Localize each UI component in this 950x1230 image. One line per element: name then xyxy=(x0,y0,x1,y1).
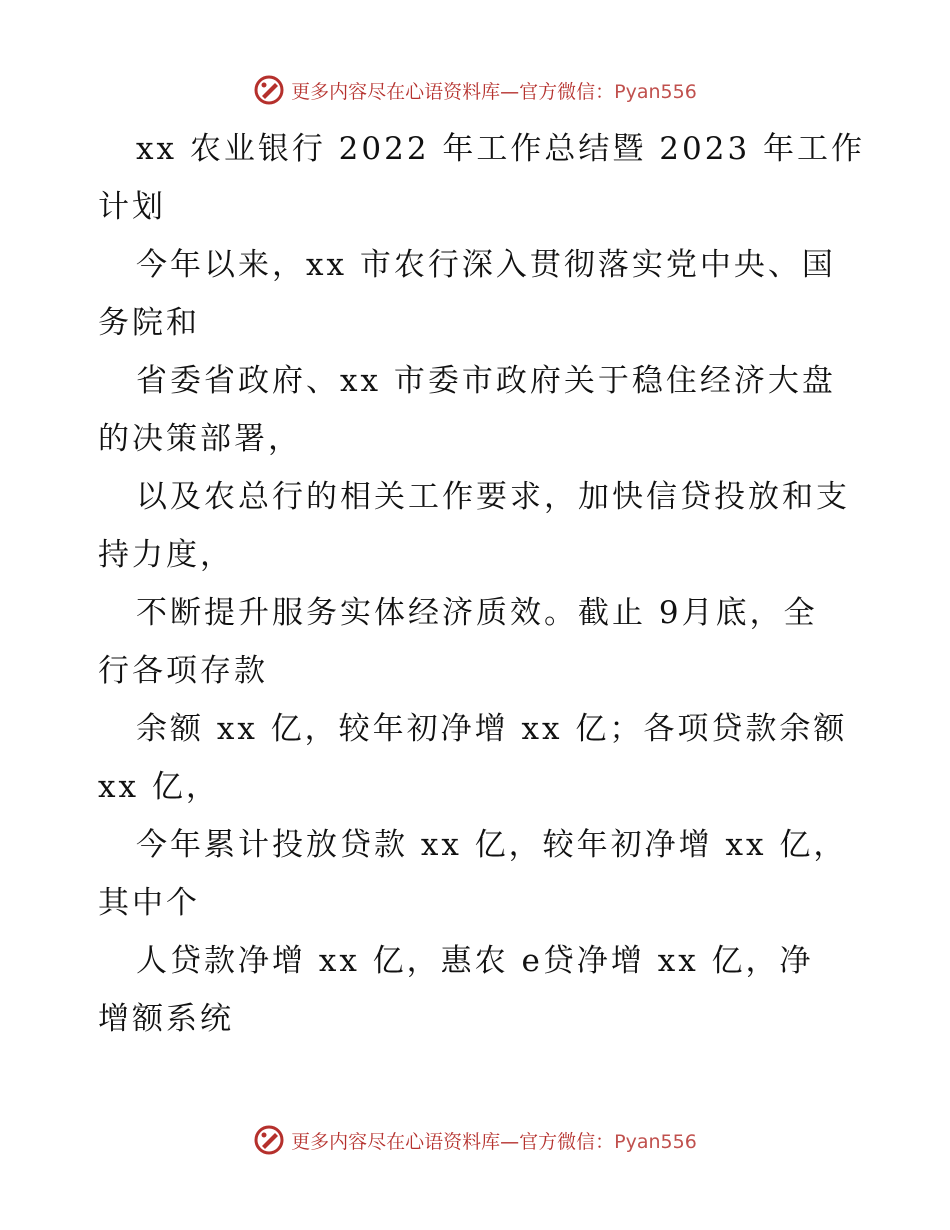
paragraph-line: 今年以来，xx 市农行深入贯彻落实党中央、国 xyxy=(136,247,836,283)
pen-logo-icon xyxy=(253,74,285,106)
paragraph-line: 今年累计投放贷款 xx 亿，较年初净增 xx 亿， xyxy=(136,827,848,863)
paragraph-line: xx 亿， xyxy=(98,769,220,805)
paragraph-line: 其中个 xyxy=(98,885,200,921)
footer-banner-cn: 更多内容尽在心语资料库—官方微信： xyxy=(291,1130,615,1153)
paragraph-line: xx 农业银行 2022 年工作总结暨 2023 年工作 xyxy=(136,131,866,167)
footer-banner-id: Pyan556 xyxy=(614,1130,697,1153)
footer-banner-text xyxy=(291,1127,697,1154)
paragraph-line: 计划 xyxy=(98,189,166,225)
header-banner-text xyxy=(291,77,697,104)
document-body xyxy=(98,120,868,1048)
header-banner-cn: 更多内容尽在心语资料库—官方微信： xyxy=(291,80,615,103)
paragraph-line: 的决策部署， xyxy=(98,421,302,457)
paragraph-line: 增额系统 xyxy=(98,1001,234,1037)
footer-banner xyxy=(0,1120,950,1160)
paragraph-line: 以及农总行的相关工作要求，加快信贷投放和支 xyxy=(136,479,850,515)
paragraph-line: 务院和 xyxy=(98,305,200,341)
header-banner xyxy=(0,70,950,110)
paragraph-line: 省委省政府、xx 市委市政府关于稳住经济大盘 xyxy=(136,363,836,399)
paragraph-line: 行各项存款 xyxy=(98,653,268,689)
header-banner-id: Pyan556 xyxy=(614,80,697,103)
paragraph-line: 持力度， xyxy=(98,537,234,573)
pen-logo-icon xyxy=(253,1124,285,1156)
paragraph-line: 不断提升服务实体经济质效。截止 9月底，全 xyxy=(136,595,818,631)
paragraph-line: 余额 xx 亿，较年初净增 xx 亿；各项贷款余额 xyxy=(136,711,848,747)
paragraph-line: 人贷款净增 xx 亿，惠农 e贷净增 xx 亿，净 xyxy=(136,943,814,979)
